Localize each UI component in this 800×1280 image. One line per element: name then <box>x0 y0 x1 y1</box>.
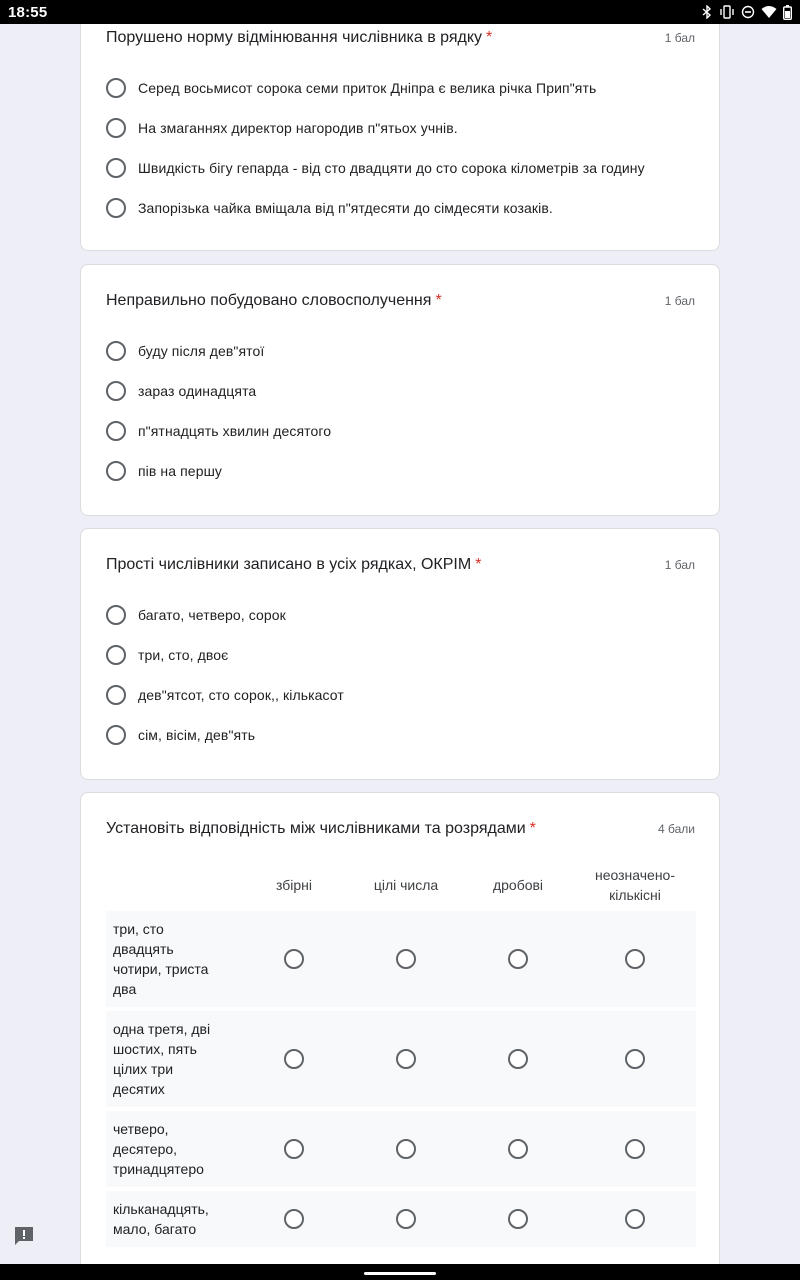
radio-button[interactable] <box>106 118 126 138</box>
bluetooth-icon <box>701 5 713 19</box>
option-label: сім, вісім, дев"ять <box>138 727 256 743</box>
question-card-1 <box>80 0 720 251</box>
answer-option[interactable] <box>106 723 255 747</box>
grid-radio-button[interactable] <box>284 949 304 969</box>
answer-option[interactable] <box>106 643 228 667</box>
row-label-line: чотири, триста <box>113 961 209 977</box>
navigation-bar <box>0 1264 800 1280</box>
radio-button[interactable] <box>106 645 126 665</box>
grid-row-label <box>113 1119 233 1179</box>
row-label-line: кільканадцять, <box>113 1201 209 1217</box>
answer-option[interactable] <box>106 379 256 403</box>
row-label-line: двадцять <box>113 941 174 957</box>
option-label: Запорізька чайка вміщала від п"ятдесяти до сімдесяти козаків. <box>138 200 553 216</box>
status-icons <box>701 5 792 20</box>
radio-button[interactable] <box>106 341 126 361</box>
option-label: Серед восьмисот сорока семи приток Дніпра є велика річка Прип"ять <box>138 80 597 96</box>
answer-option[interactable] <box>106 603 286 627</box>
status-time: 18:55 <box>8 3 48 21</box>
answer-option[interactable] <box>106 116 458 140</box>
grid-radio-button[interactable] <box>284 1209 304 1229</box>
row-label-line: три, сто <box>113 921 164 937</box>
radio-button[interactable] <box>106 605 126 625</box>
row-label-line: четверо, <box>113 1121 169 1137</box>
radio-button[interactable] <box>106 461 126 481</box>
question-card-2 <box>80 264 720 516</box>
grid-row <box>106 1111 696 1187</box>
grid-column-header <box>468 875 568 895</box>
grid-column-header <box>244 875 344 895</box>
grid-column-label: збірні <box>275 877 313 893</box>
grid-column-label: кількісні <box>609 887 661 903</box>
option-label: п"ятнадцять хвилин десятого <box>138 423 332 439</box>
question-title-text: Неправильно побудовано словосполучення <box>106 292 432 309</box>
row-label-line: мало, багато <box>113 1221 197 1237</box>
grid-radio-button[interactable] <box>625 1049 645 1069</box>
grid-row-label <box>113 919 233 999</box>
question-title-text: Прості числівники записано в усіх рядках, ОКРІМ <box>106 556 472 573</box>
wifi-icon <box>761 5 777 19</box>
radio-button[interactable] <box>106 78 126 98</box>
row-label-line: цілих три <box>113 1061 174 1077</box>
battery-icon <box>783 5 792 20</box>
required-asterisk: * <box>435 292 442 309</box>
feedback-icon[interactable] <box>13 1226 35 1246</box>
grid-column-header <box>351 875 461 895</box>
grid-radio-button[interactable] <box>508 1139 528 1159</box>
answer-option[interactable] <box>106 76 596 100</box>
answer-option[interactable] <box>106 683 344 707</box>
row-label-line: одна третя, дві <box>113 1021 211 1037</box>
option-label: Швидкість бігу гепарда - від сто двадцяти до сто сорока кілометрів за годину <box>138 160 645 176</box>
do-not-disturb-icon <box>741 5 755 19</box>
vibrate-icon <box>719 5 735 19</box>
answer-option[interactable] <box>106 339 264 363</box>
question-card-3 <box>80 528 720 780</box>
required-asterisk: * <box>529 820 536 837</box>
grid-row <box>106 911 696 1007</box>
status-bar <box>0 0 800 24</box>
grid-radio-button[interactable] <box>284 1049 304 1069</box>
row-label-line: два <box>113 981 137 997</box>
grid-radio-button[interactable] <box>284 1139 304 1159</box>
radio-button[interactable] <box>106 421 126 441</box>
grid-column-label: неозначено- <box>594 867 676 883</box>
radio-button[interactable] <box>106 198 126 218</box>
question-title <box>106 27 492 49</box>
grid-column-label: дробові <box>492 877 544 893</box>
grid-radio-button[interactable] <box>396 949 416 969</box>
answer-option[interactable] <box>106 419 331 443</box>
grid-radio-button[interactable] <box>508 949 528 969</box>
row-label-line: десятих <box>113 1081 165 1097</box>
radio-button[interactable] <box>106 685 126 705</box>
grid-radio-button[interactable] <box>396 1049 416 1069</box>
radio-button[interactable] <box>106 381 126 401</box>
grid-radio-button[interactable] <box>625 949 645 969</box>
option-label: пів на першу <box>138 463 223 479</box>
option-label: дев"ятсот, сто сорок,, кількасот <box>138 687 344 703</box>
radio-button[interactable] <box>106 158 126 178</box>
question-points: 1 бал <box>664 31 695 45</box>
row-label-line: десятеро, <box>113 1141 178 1157</box>
grid-question-card <box>80 792 720 1272</box>
question-title-text: Установіть відповідність між числівниками та розрядами <box>106 820 526 837</box>
row-label-line: шостих, пять <box>113 1041 197 1057</box>
grid-column-header <box>575 865 695 905</box>
question-header <box>106 554 695 576</box>
question-points: 4 бали <box>658 822 695 836</box>
question-header <box>106 818 695 840</box>
home-gesture-handle[interactable] <box>364 1272 436 1275</box>
grid-radio-button[interactable] <box>625 1209 645 1229</box>
answer-option[interactable] <box>106 196 553 220</box>
grid-radio-button[interactable] <box>396 1209 416 1229</box>
grid-radio-button[interactable] <box>625 1139 645 1159</box>
option-label: буду після дев"ятої <box>138 343 265 359</box>
option-label: На змаганнях директор нагородив п"ятьох учнів. <box>138 120 458 136</box>
question-points: 1 бал <box>664 294 695 308</box>
option-label: зараз одинадцята <box>138 383 257 399</box>
radio-button[interactable] <box>106 725 126 745</box>
grid-row <box>106 1011 696 1107</box>
question-title <box>106 290 442 312</box>
question-title-text: Порушено норму відмінювання числівника в рядку <box>106 29 483 46</box>
answer-option[interactable] <box>106 156 645 180</box>
grid-row <box>106 1191 696 1247</box>
option-label: три, сто, двоє <box>138 647 229 663</box>
question-header <box>106 290 695 312</box>
question-points: 1 бал <box>664 558 695 572</box>
required-asterisk: * <box>475 556 482 573</box>
row-label-line: тринадцятеро <box>113 1161 204 1177</box>
question-header <box>106 27 695 49</box>
required-asterisk: * <box>486 29 493 46</box>
grid-column-label: цілі числа <box>373 877 439 893</box>
grid-row-label <box>113 1019 233 1099</box>
answer-option[interactable] <box>106 459 222 483</box>
question-title <box>106 818 536 840</box>
option-label: багато, четверо, сорок <box>138 607 286 623</box>
grid-radio-button[interactable] <box>508 1049 528 1069</box>
grid-radio-button[interactable] <box>508 1209 528 1229</box>
question-title <box>106 554 481 576</box>
grid-radio-button[interactable] <box>396 1139 416 1159</box>
grid-row-label <box>113 1199 233 1239</box>
